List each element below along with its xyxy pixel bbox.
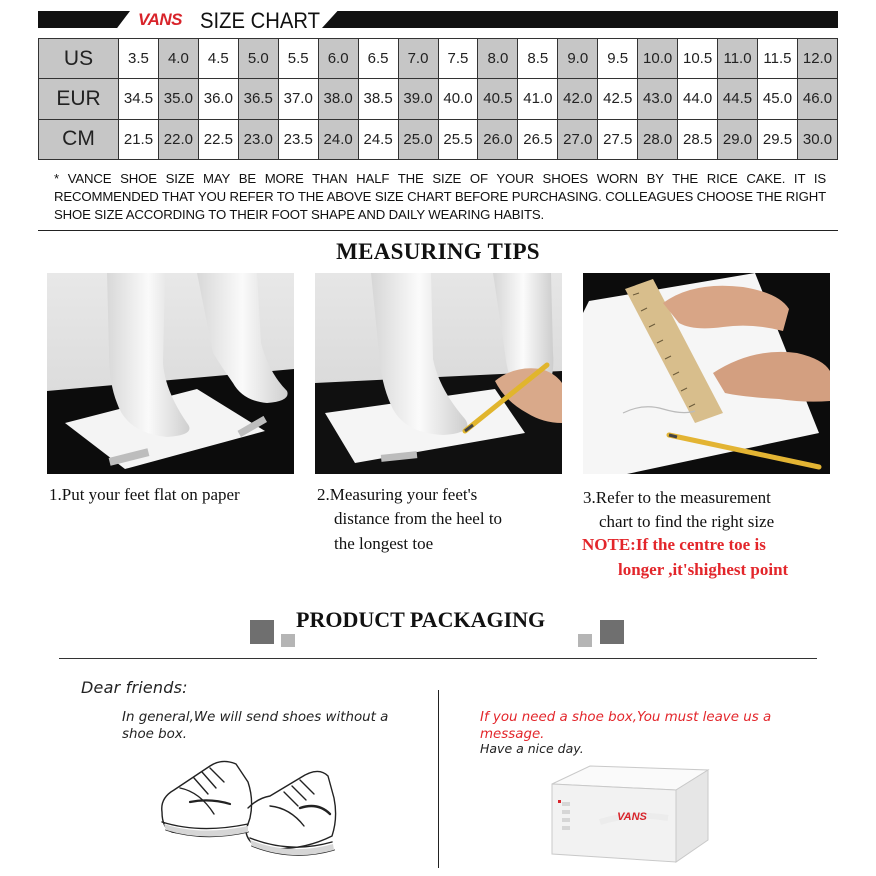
size-row-us	[39, 39, 838, 79]
size-cell: 8.0	[478, 39, 518, 79]
photo-feet-on-paper	[47, 273, 294, 474]
size-cell: 12.0	[797, 39, 837, 79]
size-cell: 38.0	[318, 79, 358, 119]
note-line2: longer ,it'shighest point	[618, 560, 789, 579]
size-cell: 44.0	[678, 79, 718, 119]
size-cell: 28.5	[678, 119, 718, 159]
size-cell: 24.5	[358, 119, 398, 159]
size-cell: 22.5	[198, 119, 238, 159]
size-cell: 36.0	[198, 79, 238, 119]
decor-square-dark-right	[600, 620, 624, 644]
photo-ruler-measure	[583, 273, 830, 474]
size-row-label: CM	[39, 119, 119, 159]
size-cell: 27.0	[558, 119, 598, 159]
need-box-text: If you need a shoe box,You must leave us a message.	[480, 710, 772, 742]
size-cell: 11.5	[758, 39, 798, 79]
size-cell: 23.5	[278, 119, 318, 159]
size-cell: 6.0	[318, 39, 358, 79]
photo-measuring-feet	[315, 273, 562, 474]
size-cell: 36.5	[238, 79, 278, 119]
size-cell: 3.5	[119, 39, 159, 79]
size-cell: 42.5	[598, 79, 638, 119]
size-cell: 25.0	[398, 119, 438, 159]
size-cell: 21.5	[119, 119, 159, 159]
size-row-label: EUR	[39, 79, 119, 119]
size-chart-title: SIZE CHART	[200, 8, 320, 33]
size-row-cm	[39, 119, 838, 159]
size-cell: 28.0	[638, 119, 678, 159]
vans-logo: VANS	[138, 10, 182, 29]
step1-caption: 1.Put your feet flat on paper	[49, 485, 240, 504]
packaging-vertical-divider	[438, 690, 439, 868]
size-cell: 6.5	[358, 39, 398, 79]
measuring-tips-title: MEASURING TIPS	[336, 239, 540, 264]
step3-caption-line2: chart to find the right size	[599, 512, 775, 531]
size-cell: 5.0	[238, 39, 278, 79]
size-cell: 23.0	[238, 119, 278, 159]
size-cell: 43.0	[638, 79, 678, 119]
packaging-divider	[59, 658, 817, 659]
nice-day-text: Have a nice day.	[480, 741, 584, 756]
feet-on-paper-illustration	[47, 273, 294, 474]
size-cell: 40.0	[438, 79, 478, 119]
size-row-eur	[39, 79, 838, 119]
step2-caption-line3: the longest toe	[334, 534, 434, 553]
size-cell: 24.0	[318, 119, 358, 159]
size-cell: 11.0	[718, 39, 758, 79]
size-cell: 39.0	[398, 79, 438, 119]
size-cell: 40.5	[478, 79, 518, 119]
size-cell: 26.5	[518, 119, 558, 159]
note-line1: NOTE:If the centre toe is	[582, 535, 766, 554]
header-bar-right	[322, 11, 838, 28]
size-cell: 7.5	[438, 39, 478, 79]
size-cell: 45.0	[758, 79, 798, 119]
step3-caption-line1: 3.Refer to the measurement	[583, 488, 771, 507]
size-cell: 35.0	[158, 79, 198, 119]
step2-caption-line2: distance from the heel to	[334, 509, 503, 528]
size-cell: 7.0	[398, 39, 438, 79]
dear-friends-text: Dear friends:	[81, 678, 188, 697]
ruler-measure-illustration	[583, 273, 830, 474]
size-cell: 4.0	[158, 39, 198, 79]
size-cell: 10.5	[678, 39, 718, 79]
size-cell: 9.0	[558, 39, 598, 79]
size-chart-header	[38, 9, 838, 31]
size-row-label: US	[39, 39, 119, 79]
sneakers-sketch	[150, 752, 342, 862]
header-bar-left	[38, 11, 130, 28]
size-cell: 10.0	[638, 39, 678, 79]
no-box-text: In general,We will send shoes without a shoe box.	[122, 710, 389, 742]
size-cell: 4.5	[198, 39, 238, 79]
size-cell: 22.0	[158, 119, 198, 159]
size-cell: 42.0	[558, 79, 598, 119]
size-cell: 29.0	[718, 119, 758, 159]
size-cell: 8.5	[518, 39, 558, 79]
size-cell: 41.0	[518, 79, 558, 119]
size-cell: 29.5	[758, 119, 798, 159]
size-cell: 26.0	[478, 119, 518, 159]
size-cell: 9.5	[598, 39, 638, 79]
size-cell: 5.5	[278, 39, 318, 79]
decor-square-light-right	[578, 634, 592, 647]
size-cell: 27.5	[598, 119, 638, 159]
product-packaging-title: PRODUCT PACKAGING	[296, 607, 546, 632]
shoe-box-illustration	[540, 762, 716, 864]
box-vans-logo: VANS	[617, 811, 647, 823]
size-cell: 34.5	[119, 79, 159, 119]
size-table	[38, 38, 838, 160]
size-cell: 37.0	[278, 79, 318, 119]
divider	[38, 230, 838, 231]
size-cell: 44.5	[718, 79, 758, 119]
measuring-feet-illustration	[315, 273, 562, 474]
size-cell: 30.0	[797, 119, 837, 159]
size-cell: 38.5	[358, 79, 398, 119]
size-cell: 46.0	[797, 79, 837, 119]
decor-square-dark-left	[250, 620, 274, 644]
step2-caption-line1: 2.Measuring your feet's	[317, 485, 478, 504]
size-notice: * VANCE SHOE SIZE MAY BE MORE THAN HALF THE SIZE OF YOUR SHOES WORN BY THE RICE CAKE. IT IS RECOMMENDED THAT YOU REFER TO THE ABOVE SIZE CHART BEFORE PURCHASING. COLLEAGUES CHOOSE THE RIGHT SHOE SIZE ACCORDING TO THEIR FOOT SHAPE AND DAILY WEARING HABITS.	[54, 171, 826, 222]
decor-square-light-left	[281, 634, 295, 647]
size-cell: 25.5	[438, 119, 478, 159]
